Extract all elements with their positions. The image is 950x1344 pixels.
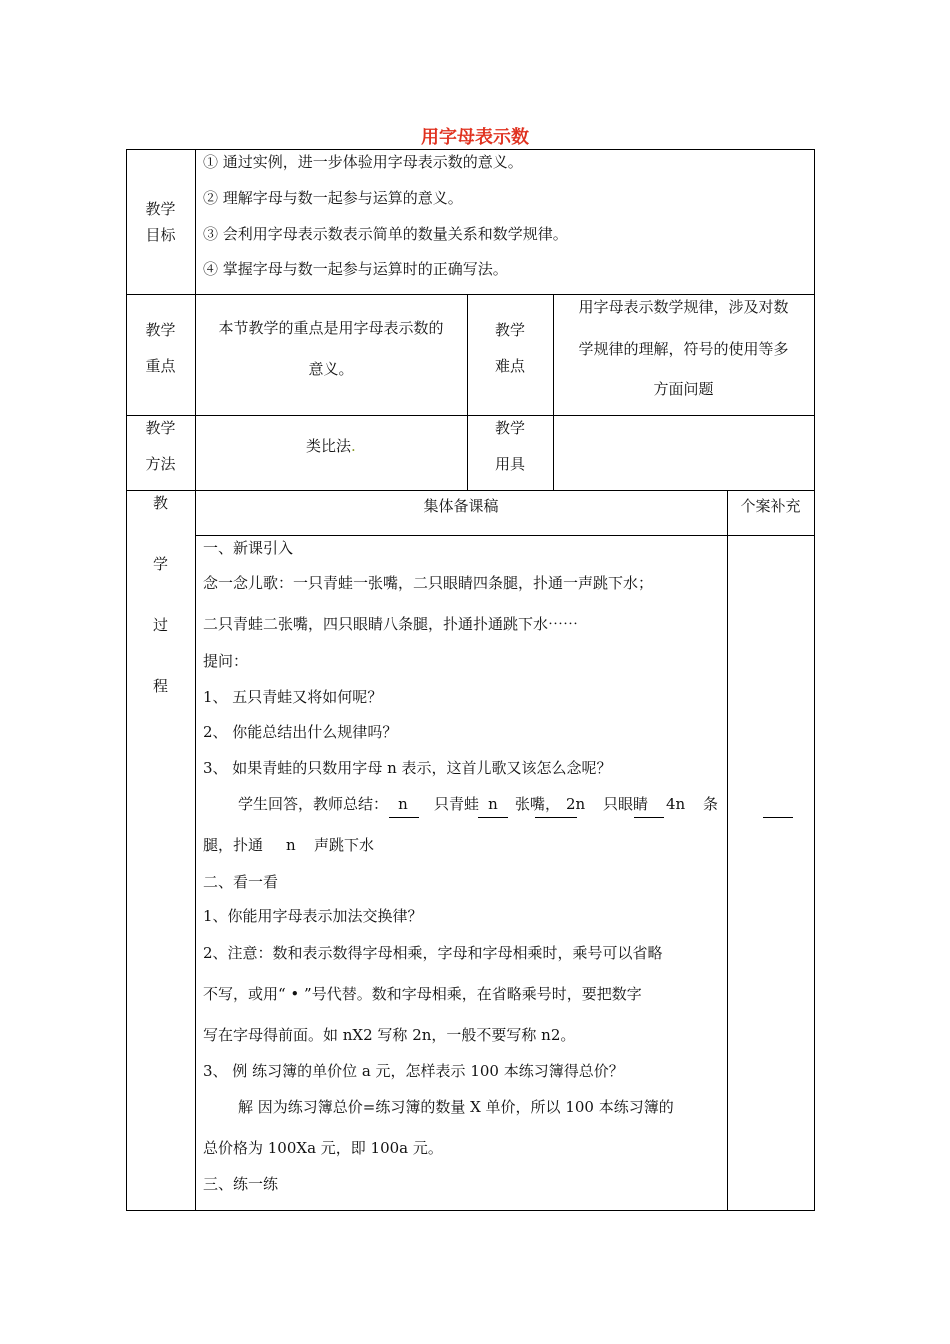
answer-text: 条 [703, 795, 719, 813]
process-label-char: 程 [152, 677, 168, 695]
blank-underline [389, 817, 419, 818]
question-item: 1、 五只青蛙又将如何呢？ [203, 688, 383, 706]
tools-label: 用具 [494, 455, 525, 473]
method-text: 类比法. [306, 437, 356, 455]
content-line: 提问： [203, 652, 249, 670]
blank-underline [634, 817, 664, 818]
blank-underline [535, 817, 577, 818]
solution-line: 总价格为 100Xa 元，即 100a 元。 [203, 1139, 443, 1157]
row-divider [195, 535, 815, 536]
answer-blank: 4n [666, 795, 686, 813]
answer-blank: n [488, 795, 498, 813]
column-divider [195, 149, 196, 1211]
question-item: 3、 如果青蛙的只数用字母 n 表示，这首儿歌又该怎么念呢？ [203, 759, 612, 777]
answer-blank: 2n [566, 795, 586, 813]
key-points-label: 重点 [145, 357, 176, 375]
process-label-char: 过 [152, 616, 168, 634]
content-line: 2、注意：数和表示数得字母相乘，字母和字母相乘时，乘号可以省略 [203, 944, 663, 962]
example-line: 3、 例 练习簿的单价位 a 元，怎样表示 100 本练习簿得总价？ [203, 1062, 624, 1080]
individual-supplement-header: 个案补充 [740, 497, 801, 515]
method-label: 方法 [145, 455, 176, 473]
content-line: 不写，或用“ • ”号代替。数和字母相乘，在省略乘号时，要把数字 [203, 985, 642, 1003]
difficulties-label: 难点 [494, 357, 525, 375]
tools-label: 教学 [494, 419, 525, 437]
answer-text: 声跳下水 [314, 836, 375, 854]
objective-item: ④ 掌握字母与数一起参与运算时的正确写法。 [203, 260, 508, 278]
table-border-bottom [126, 1210, 815, 1211]
key-points-label: 教学 [145, 321, 176, 339]
question-item: 2、 你能总结出什么规律吗？ [203, 723, 398, 741]
page-title: 用字母表示数 [421, 127, 529, 148]
row-divider [126, 415, 815, 416]
content-line: 二只青蛙二张嘴，四只眼睛八条腿，扑通扑通跳下水⋯⋯ [203, 615, 579, 633]
objectives-label: 目标 [145, 226, 176, 244]
answer-blank: n [286, 836, 296, 854]
row-divider [126, 490, 815, 491]
column-divider [727, 490, 728, 1211]
table-border-top [126, 149, 815, 150]
method-label: 教学 [145, 419, 176, 437]
answer-prefix: 学生回答，教师总结： [238, 795, 389, 813]
table-border-right [814, 149, 815, 1211]
difficulties-text: 学规律的理解，符号的使用等多 [578, 340, 789, 358]
objective-item: ② 理解字母与数一起参与运算的意义。 [203, 189, 463, 207]
key-points-text: 本节教学的重点是用字母表示数的 [218, 319, 444, 337]
solution-line: 解 因为练习簿总价=练习簿的数量 X 单价，所以 100 本练习簿的 [238, 1098, 674, 1116]
section-heading: 一、新课引入 [203, 539, 294, 557]
answer-text: 只眼睛 [603, 795, 649, 813]
content-line: 写在字母得前面。如 nX2 写称 2n，一般不要写称 n2。 [203, 1026, 576, 1044]
key-points-text: 意义。 [308, 360, 354, 378]
blank-underline [478, 817, 508, 818]
collective-draft-header: 集体备课稿 [423, 497, 499, 515]
section-heading: 三、练一练 [203, 1175, 279, 1193]
process-label-char: 教 [152, 494, 168, 512]
row-divider [126, 294, 815, 295]
content-line: 1、你能用字母表示加法交换律？ [203, 907, 423, 925]
objective-item: ① 通过实例，进一步体验用字母表示数的意义。 [203, 153, 523, 171]
content-line: 念一念儿歌：一只青蛙一张嘴，二只眼睛四条腿，扑通一声跳下水； [203, 574, 654, 592]
objective-item: ③ 会利用字母表示数表示简单的数量关系和数学规律。 [203, 225, 568, 243]
objectives-label: 教学 [145, 200, 176, 218]
difficulties-text: 方面问题 [653, 380, 714, 398]
answer-blank: n [398, 795, 408, 813]
answer-text: 张嘴， [515, 795, 561, 813]
difficulties-text: 用字母表示数学规律，涉及对数 [578, 298, 789, 316]
answer-text: 腿，扑通 [203, 836, 264, 854]
process-label-char: 学 [152, 555, 168, 573]
difficulties-label: 教学 [494, 321, 525, 339]
section-heading: 二、看一看 [203, 873, 279, 891]
supplement-blank-line [763, 817, 793, 818]
answer-text: 只青蛙 [434, 795, 480, 813]
